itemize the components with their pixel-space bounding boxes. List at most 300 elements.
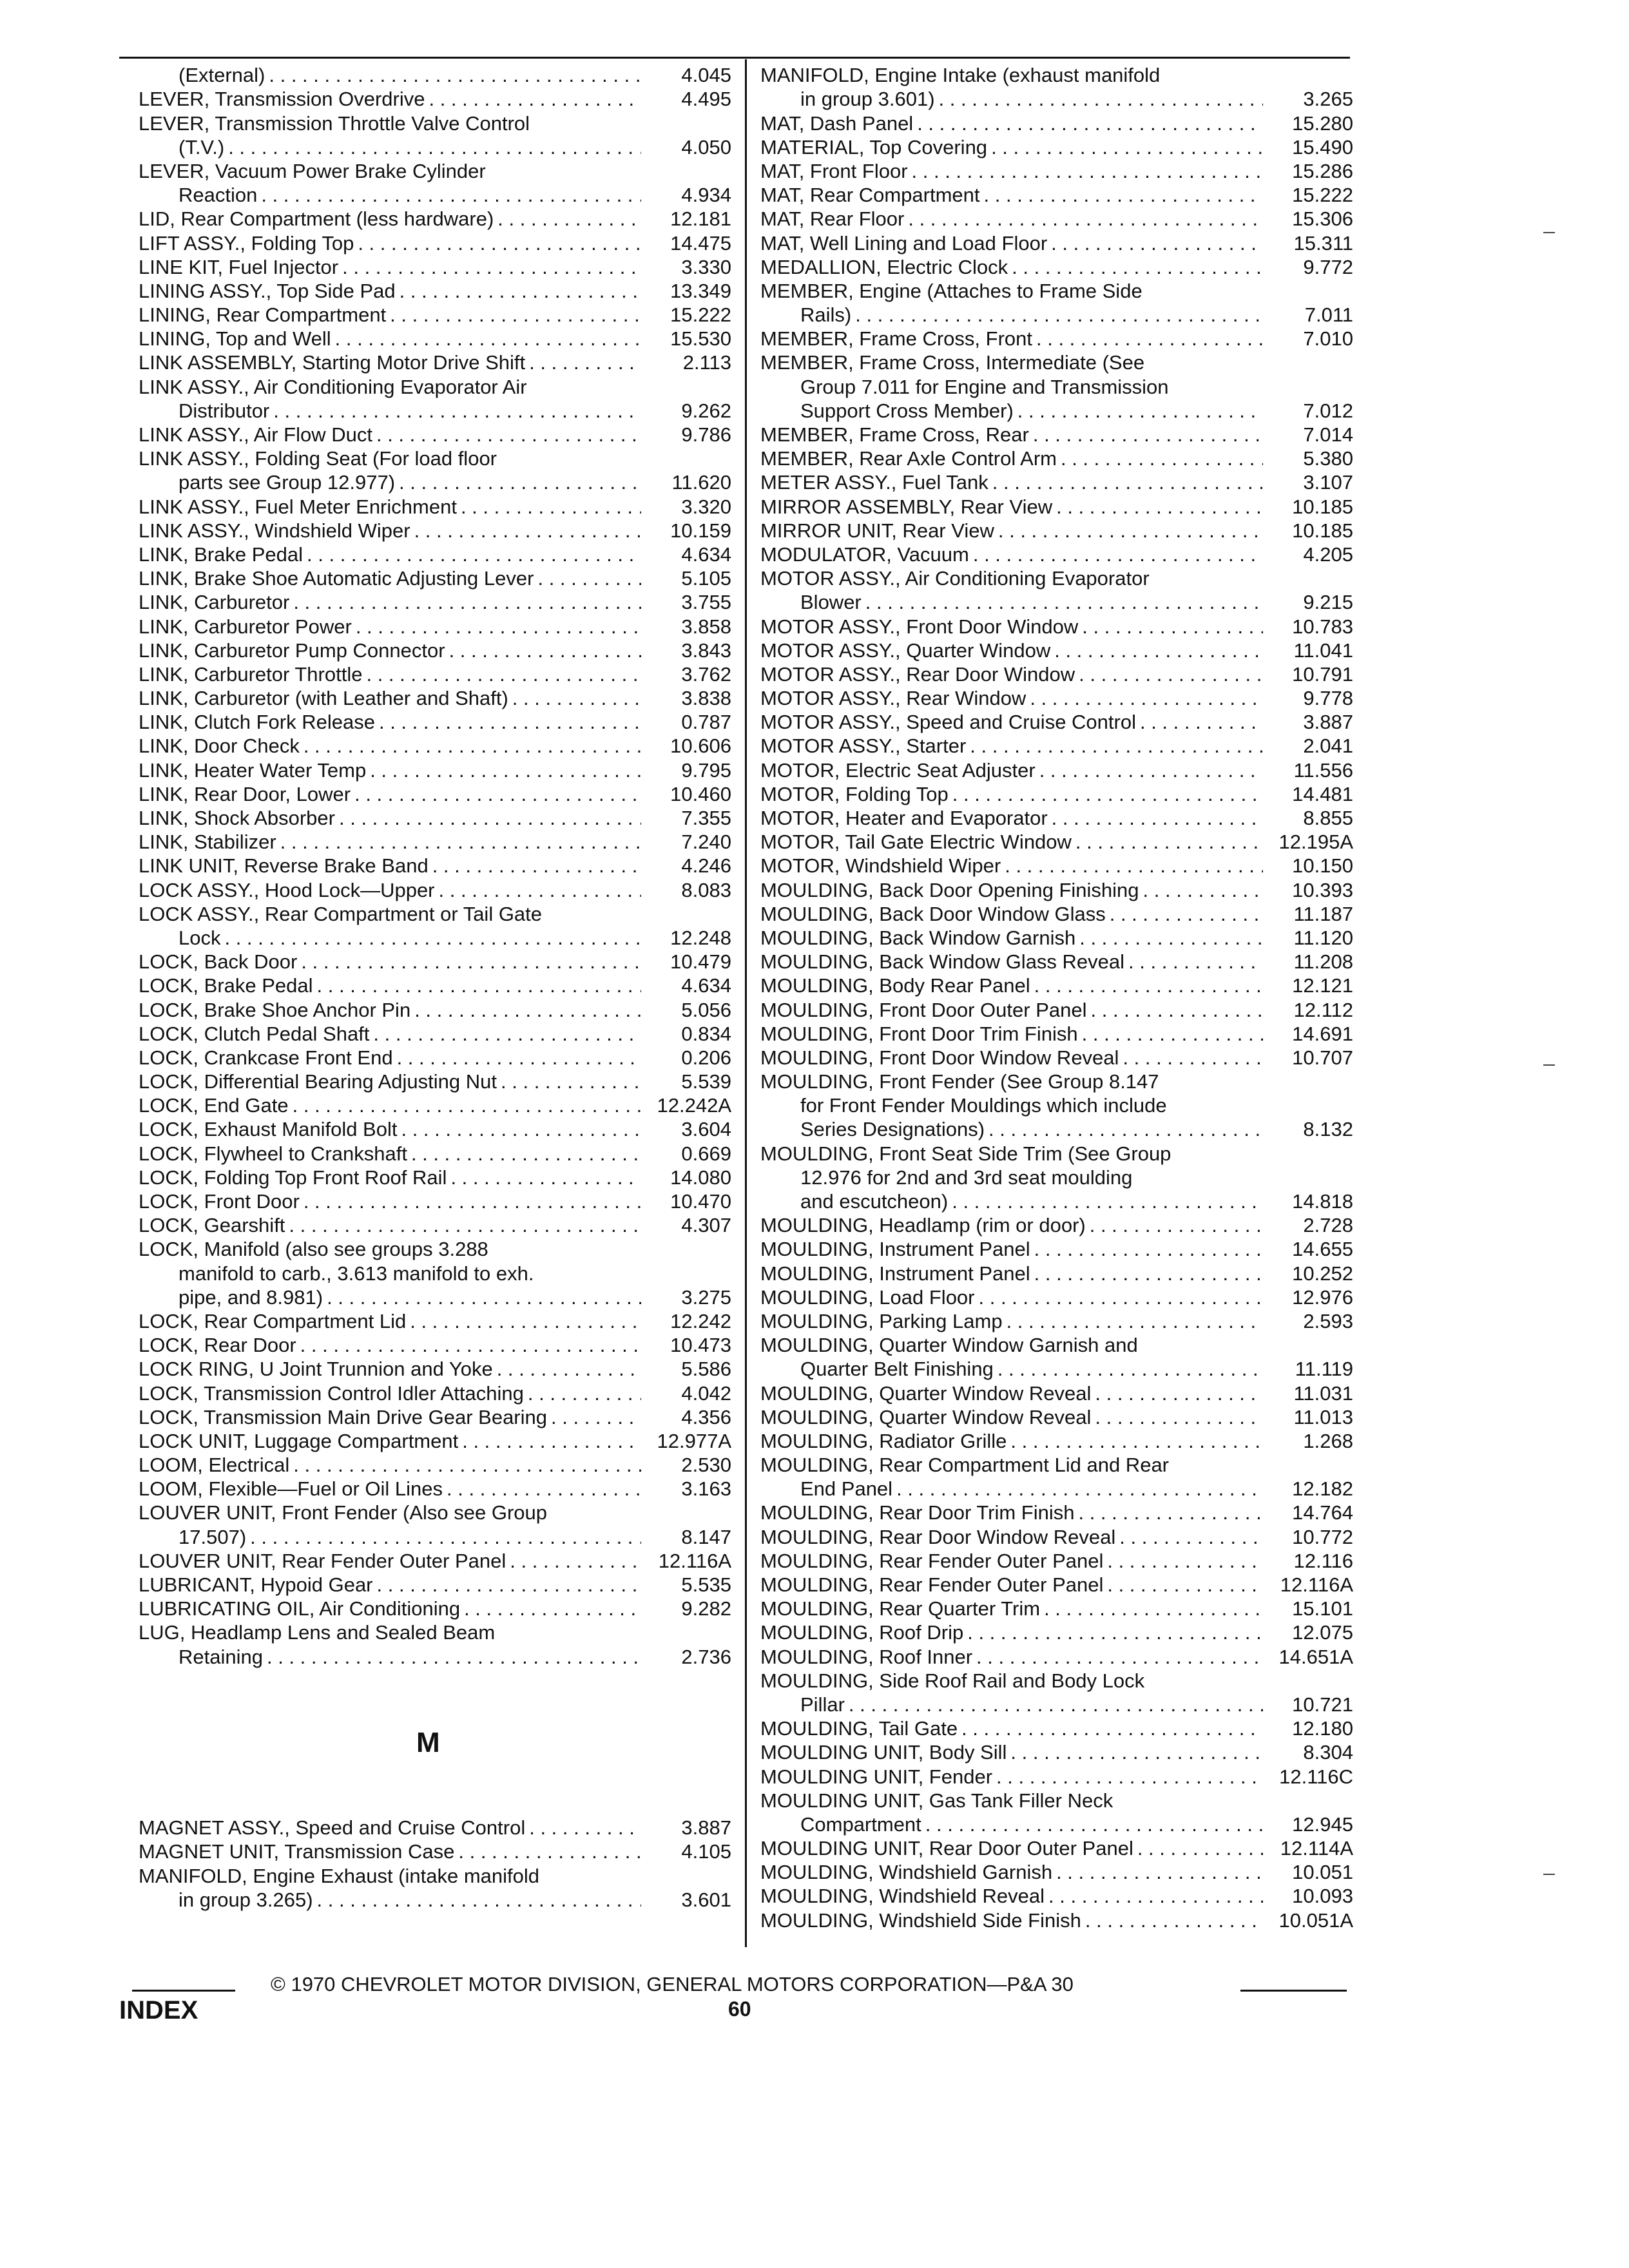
leader-dots	[285, 1213, 641, 1237]
index-entry-text: LINK, Heater Water Temp	[139, 758, 367, 782]
index-entry	[760, 830, 1353, 854]
index-entry-text: LOCK, Rear Door	[139, 1334, 296, 1357]
index-entry-text: LOOM, Flexible—Fuel or Oil Lines	[139, 1477, 443, 1501]
index-entry	[139, 1863, 731, 1887]
index-entry	[139, 1309, 731, 1333]
index-entry	[760, 1884, 1353, 1908]
leader-dots	[892, 1477, 1263, 1501]
index-entry	[139, 543, 731, 566]
index-entry-group-number: 15.311	[1293, 231, 1353, 255]
index-entry-text: MOULDING, Rear Fender Outer Panel	[760, 1549, 1104, 1572]
leader-dots	[980, 183, 1263, 207]
index-entry-group-number: 11.120	[1293, 926, 1353, 949]
index-entry-text: MAT, Dash Panel	[760, 111, 914, 135]
leader-dots	[1072, 830, 1263, 854]
leader-dots	[351, 782, 641, 806]
leader-dots	[948, 1189, 1263, 1213]
index-entry-group-number: 10.783	[1292, 615, 1353, 638]
index-entry-group-number: 8.855	[1303, 807, 1353, 829]
index-entry-text: MOULDING UNIT, Body Sill	[760, 1741, 1007, 1764]
index-entry	[760, 1908, 1353, 1932]
index-entry-text: MOULDING, Back Door Opening Finishing	[760, 878, 1139, 901]
index-entry-text: MOULDING, Rear Door Trim Finish	[760, 1501, 1075, 1524]
index-entry-text: in group 3.265)	[178, 1888, 313, 1911]
index-entry-text: Rails)	[800, 303, 852, 327]
index-entry-text: (External)	[178, 64, 265, 87]
leader-dots	[1106, 902, 1263, 926]
index-entry-text: Distributor	[178, 399, 270, 422]
index-entry-group-number: 3.320	[681, 495, 731, 518]
index-entry-group-number: 9.795	[681, 758, 731, 782]
index-entry	[139, 207, 731, 231]
index-entry-text: MEMBER, Frame Cross, Intermediate (See	[760, 351, 1145, 374]
index-entry-text: MOULDING, Roof Drip	[760, 1621, 964, 1644]
index-entry-group-number: 9.772	[1303, 255, 1353, 278]
index-entry-group-number: 15.286	[1292, 159, 1353, 182]
index-entry-text: MOULDING, Windshield Side Finish	[760, 1908, 1081, 1932]
leader-dots	[494, 207, 641, 231]
index-entry	[760, 1644, 1353, 1668]
index-entry-group-number: 4.050	[681, 135, 731, 159]
index-entry-text: LINK, Door Check	[139, 735, 300, 758]
leader-dots	[1003, 1309, 1263, 1333]
index-entry	[760, 1716, 1353, 1740]
index-entry	[760, 974, 1353, 997]
index-entry-group-number: 10.093	[1292, 1885, 1353, 1908]
index-entry-group-number: 12.976	[1292, 1285, 1353, 1309]
index-entry-text: Reaction	[178, 184, 258, 207]
index-entry-group-number: 12.248	[670, 926, 731, 949]
footer-page-number: 60	[728, 1997, 751, 2021]
index-entry-text: 12.976 for 2nd and 3rd seat moulding	[800, 1166, 1133, 1189]
index-entry-text: LINK ASSY., Folding Seat (For load floor	[139, 447, 497, 470]
index-entry	[139, 1141, 731, 1165]
index-entry	[760, 447, 1353, 470]
index-entry-group-number: 12.121	[1292, 974, 1353, 997]
leader-dots	[257, 183, 641, 207]
index-entry-text: LID, Rear Compartment (less hardware)	[139, 207, 494, 231]
index-entry-text: MOULDING, Load Floor	[760, 1285, 975, 1309]
index-entry-text: LINK ASSY., Windshield Wiper	[139, 519, 410, 542]
leader-dots	[1078, 1022, 1263, 1046]
index-entry-group-number: 5.539	[681, 1070, 731, 1093]
index-entry-text: MOULDING, Instrument Panel	[760, 1238, 1030, 1261]
index-entry-group-number: 14.655	[1292, 1238, 1353, 1261]
index-entry	[760, 1237, 1353, 1261]
leader-dots	[410, 998, 641, 1022]
leader-dots	[443, 1477, 641, 1501]
index-entry-group-number: 4.205	[1303, 543, 1353, 566]
index-entry-text: MOULDING, Windshield Garnish	[760, 1861, 1053, 1884]
index-entry	[139, 590, 731, 614]
index-entry	[760, 1620, 1353, 1644]
index-entry-group-number: 8.083	[681, 878, 731, 901]
index-entry	[139, 1381, 731, 1405]
index-entry-text: LUG, Headlamp Lens and Sealed Beam	[139, 1621, 496, 1644]
index-entry-text: MANIFOLD, Engine Intake (exhaust manifold	[760, 64, 1161, 87]
index-entry-group-number: 7.010	[1303, 327, 1353, 351]
leader-dots	[373, 1573, 641, 1597]
index-entry	[139, 1477, 731, 1501]
index-entry-group-number: 10.707	[1292, 1046, 1353, 1069]
index-entry-text: LOCK, Gearshift	[139, 1214, 285, 1237]
leader-dots	[396, 279, 641, 303]
leader-dots	[1052, 1860, 1263, 1884]
index-entry-text: LINK, Carburetor Power	[139, 615, 352, 638]
index-entry	[139, 1189, 731, 1213]
index-entry-text: MEMBER, Rear Axle Control Arm	[760, 447, 1057, 470]
leader-dots	[1045, 1884, 1263, 1908]
leader-dots	[966, 734, 1263, 758]
leader-dots	[457, 495, 641, 519]
index-entry-text: LOCK, Folding Top Front Roof Rail	[139, 1166, 447, 1189]
leader-dots	[1036, 758, 1263, 782]
index-entry-text: LOOM, Electrical	[139, 1454, 290, 1477]
index-entry	[760, 639, 1353, 662]
index-entry-text: MOULDING, Headlamp (rim or door)	[760, 1214, 1086, 1237]
index-entry	[760, 1213, 1353, 1237]
index-entry-text: LINK ASSEMBLY, Starting Motor Drive Shift	[139, 351, 526, 374]
index-entry	[139, 686, 731, 710]
index-entry-group-number: 2.113	[682, 351, 731, 374]
index-entry	[139, 1261, 731, 1285]
leader-dots	[1133, 1836, 1263, 1860]
index-entry-text: LOCK, Front Door	[139, 1190, 300, 1213]
index-entry	[139, 1840, 731, 1863]
index-entry-group-number: 12.116A	[1280, 1573, 1353, 1596]
index-entry	[760, 1764, 1353, 1788]
index-entry	[760, 590, 1353, 614]
leader-dots	[921, 1812, 1263, 1836]
index-entry	[760, 710, 1353, 734]
index-entry-text: MOULDING, Front Seat Side Trim (See Group	[760, 1142, 1171, 1165]
index-entry	[760, 470, 1353, 494]
index-entry	[139, 1237, 731, 1261]
leader-dots	[429, 854, 641, 878]
index-entry	[139, 566, 731, 590]
index-entry	[760, 111, 1353, 135]
leader-dots	[1075, 926, 1263, 950]
index-entry	[760, 782, 1353, 806]
footer-index-label: INDEX	[119, 1996, 198, 2024]
leader-dots	[992, 1765, 1263, 1789]
index-entry-group-number: 15.222	[670, 303, 731, 327]
footer-rule-left	[132, 1990, 235, 1992]
leader-dots	[1040, 1597, 1263, 1620]
index-entry-text: LOCK RING, U Joint Trunnion and Yoke	[139, 1358, 493, 1381]
index-entry	[139, 1573, 731, 1597]
index-entry	[139, 830, 731, 854]
index-entry-text: Retaining	[178, 1645, 263, 1668]
margin-mark	[1543, 1064, 1555, 1066]
leader-dots	[313, 974, 641, 997]
index-entry-text: LINK, Rear Door, Lower	[139, 782, 351, 805]
index-entry	[139, 303, 731, 327]
leader-dots	[1030, 1262, 1263, 1285]
leader-dots	[1030, 1237, 1263, 1261]
index-entry-group-number: 15.101	[1292, 1597, 1353, 1620]
index-entry-group-number: 5.105	[681, 567, 731, 590]
index-entry-text: MOULDING, Rear Fender Outer Panel	[760, 1573, 1104, 1596]
leader-dots	[987, 135, 1263, 159]
margin-mark	[1543, 1874, 1555, 1875]
leader-dots	[386, 303, 641, 327]
index-entry	[139, 1816, 731, 1840]
leader-dots	[1026, 686, 1263, 710]
index-entry-text: Lock	[178, 926, 221, 949]
leader-dots	[1086, 1213, 1263, 1237]
leader-dots	[1057, 447, 1263, 470]
index-entry-group-number: 10.470	[670, 1190, 731, 1213]
index-entry-group-number: 12.945	[1292, 1812, 1353, 1836]
index-entry-text: Series Designations)	[800, 1118, 985, 1141]
index-entry	[760, 1860, 1353, 1884]
leader-dots	[958, 1716, 1263, 1740]
index-entry-text: LINING, Rear Compartment	[139, 303, 387, 327]
top-rule	[119, 57, 1350, 59]
index-entry	[760, 1573, 1353, 1597]
index-entry	[760, 758, 1353, 782]
leader-dots	[425, 87, 641, 111]
leader-dots	[296, 1333, 641, 1357]
leader-dots	[969, 543, 1263, 566]
index-entry-group-number: 5.056	[681, 998, 731, 1021]
index-entry	[760, 135, 1353, 159]
index-entry-group-number: 14.651A	[1278, 1645, 1353, 1668]
index-entry-group-number: 2.530	[681, 1454, 731, 1477]
index-entry-text: LINK, Carburetor (with Leather and Shaft)	[139, 687, 508, 710]
index-entry-group-number: 0.206	[681, 1046, 731, 1069]
leader-dots	[985, 1117, 1263, 1141]
index-entry-text: Blower	[800, 591, 862, 614]
index-entry-group-number: 4.307	[681, 1214, 731, 1237]
index-entry	[139, 159, 731, 183]
index-entry-group-number: 9.786	[681, 423, 731, 446]
index-entry-text: MEMBER, Engine (Attaches to Frame Side	[760, 279, 1142, 302]
index-entry	[760, 1836, 1353, 1860]
leader-dots	[393, 1046, 641, 1070]
index-entry-text: LINK, Carburetor	[139, 591, 290, 614]
index-entry	[760, 854, 1353, 878]
index-entry-group-number: 1.268	[1303, 1429, 1353, 1452]
leader-dots	[1047, 231, 1263, 255]
index-entry-text: LINK, Stabilizer	[139, 831, 276, 854]
leader-dots	[935, 87, 1263, 111]
leader-dots	[445, 639, 641, 662]
index-entry-group-number: 3.601	[681, 1888, 731, 1911]
leader-dots	[276, 830, 641, 854]
index-entry-group-number: 4.934	[681, 184, 731, 207]
index-entry	[760, 1093, 1353, 1117]
leader-dots	[525, 1816, 641, 1840]
index-entry-text: Compartment	[800, 1812, 921, 1836]
index-entry	[760, 1381, 1353, 1405]
leader-dots	[1032, 327, 1263, 351]
index-entry	[139, 662, 731, 686]
index-entry	[760, 1070, 1353, 1093]
index-entry-group-number: 2.728	[1303, 1214, 1353, 1237]
index-entry-group-number: 3.265	[1303, 88, 1353, 111]
index-entry	[139, 710, 731, 734]
index-entry	[760, 207, 1353, 231]
leader-dots	[994, 519, 1263, 543]
index-entry-group-number: 7.011	[1304, 303, 1353, 327]
index-entry	[760, 1429, 1353, 1453]
leader-dots	[988, 470, 1263, 494]
index-entry-text: LOUVER UNIT, Front Fender (Also see Group	[139, 1501, 548, 1524]
index-entry-text: LEVER, Transmission Throttle Valve Control	[139, 111, 530, 135]
index-entry	[760, 1405, 1353, 1429]
index-entry-text: for Front Fender Mouldings which include	[800, 1094, 1167, 1117]
index-entry	[760, 519, 1353, 543]
leader-dots	[1050, 639, 1263, 662]
leader-dots	[224, 135, 641, 159]
index-entry-text: Group 7.011 for Engine and Transmission	[800, 375, 1169, 398]
index-entry	[760, 63, 1353, 87]
index-entry-group-number: 15.306	[1292, 207, 1353, 231]
index-entry-text: MOULDING, Body Rear Panel	[760, 974, 1030, 997]
index-entry-group-number: 12.112	[1293, 998, 1353, 1021]
index-entry	[139, 1549, 731, 1573]
index-entry-group-number: 8.304	[1303, 1741, 1353, 1764]
index-entry-text: MOULDING UNIT, Rear Door Outer Panel	[760, 1837, 1133, 1860]
index-entry	[139, 1429, 731, 1453]
index-entry-text: LOCK, Rear Compartment Lid	[139, 1309, 407, 1332]
index-entry-group-number: 10.791	[1292, 662, 1353, 686]
index-entry	[139, 351, 731, 374]
index-entry-group-number: 14.818	[1292, 1190, 1353, 1213]
index-entry-text: MAT, Front Floor	[760, 159, 908, 182]
index-entry	[760, 1740, 1353, 1764]
index-entry-text: MOTOR ASSY., Rear Window	[760, 687, 1027, 710]
index-entry	[139, 878, 731, 901]
index-entry-group-number: 4.356	[681, 1405, 731, 1428]
index-entry-group-number: 12.180	[1292, 1717, 1353, 1740]
index-entry-group-number: 7.355	[681, 807, 731, 829]
index-entry-text: MOULDING, Back Window Glass Reveal	[760, 950, 1125, 974]
index-entry-text: LINK ASSY., Fuel Meter Enrichment	[139, 495, 457, 518]
index-entry-group-number: 11.208	[1293, 950, 1353, 974]
index-entry-group-number: 12.114A	[1280, 1837, 1353, 1860]
index-entry-group-number: 12.195A	[1278, 831, 1353, 854]
leader-dots	[289, 590, 641, 614]
index-entry-text: LOCK, Transmission Control Idler Attaching	[139, 1381, 524, 1405]
index-entry-text: 17.507)	[178, 1525, 247, 1548]
leader-dots	[913, 111, 1263, 135]
leader-dots	[407, 1142, 641, 1166]
index-entry-group-number: 4.246	[681, 854, 731, 878]
index-entry	[139, 279, 731, 303]
index-entry	[139, 1888, 731, 1912]
m-section-entries	[139, 1816, 731, 1912]
leader-dots	[534, 566, 641, 590]
index-entry-text: MOULDING, Front Door Window Reveal	[760, 1046, 1119, 1069]
index-entry-group-number: 3.762	[681, 662, 731, 686]
index-entry-group-number: 10.606	[670, 735, 731, 758]
index-entry-text: LOCK, Back Door	[139, 950, 298, 974]
index-entry-text: LINK, Shock Absorber	[139, 807, 335, 829]
index-entry-group-number: 3.838	[681, 687, 731, 710]
index-entry-group-number: 12.977A	[657, 1429, 731, 1452]
index-entry	[760, 1453, 1353, 1477]
index-entry-text: parts see Group 12.977)	[178, 471, 396, 494]
leader-dots	[972, 1645, 1263, 1669]
index-entry-text: MOTOR, Folding Top	[760, 782, 949, 805]
leader-dots	[331, 327, 641, 351]
index-entry	[139, 1620, 731, 1644]
index-entry-group-number: 3.163	[681, 1477, 731, 1501]
index-entry-text: manifold to carb., 3.613 manifold to exh.	[178, 1262, 534, 1285]
index-entry	[139, 782, 731, 806]
index-entry-group-number: 7.240	[681, 831, 731, 854]
leader-dots	[220, 926, 641, 950]
index-entry-group-number: 10.159	[670, 519, 731, 542]
index-entry-group-number: 3.107	[1303, 471, 1353, 494]
leader-dots	[862, 590, 1263, 614]
index-entry-text: MOTOR, Electric Seat Adjuster	[760, 758, 1036, 782]
leader-dots	[547, 1405, 641, 1429]
index-entry	[139, 902, 731, 926]
leader-dots	[1139, 878, 1263, 902]
index-entry	[139, 1046, 731, 1070]
index-entry-group-number: 3.843	[681, 639, 731, 662]
index-entry-text: MOULDING, Tail Gate	[760, 1717, 958, 1740]
index-entry	[760, 734, 1353, 758]
index-entry-text: LOCK ASSY., Hood Lock—Upper	[139, 878, 435, 901]
index-entry-text: LOCK UNIT, Luggage Compartment	[139, 1429, 459, 1452]
index-entry	[139, 494, 731, 518]
index-entry	[139, 1070, 731, 1093]
index-entry	[139, 1357, 731, 1381]
index-entry	[760, 614, 1353, 638]
leader-dots	[845, 1693, 1263, 1716]
leader-dots	[1014, 399, 1263, 423]
index-entry	[760, 1597, 1353, 1620]
leader-dots	[335, 806, 641, 830]
leader-dots	[263, 1645, 641, 1669]
index-entry	[760, 1285, 1353, 1309]
section-letter-m: M	[416, 1727, 440, 1758]
index-entry-text: MOULDING, Rear Door Window Reveal	[760, 1525, 1116, 1548]
index-entry	[139, 997, 731, 1021]
index-entry	[139, 1117, 731, 1141]
index-entry	[139, 1022, 731, 1046]
index-entry	[760, 543, 1353, 566]
index-entry-group-number: 10.051	[1292, 1861, 1353, 1884]
index-entry	[760, 303, 1353, 327]
index-entry-group-number: 4.045	[681, 64, 731, 87]
index-entry	[139, 87, 731, 111]
index-entry-group-number: 14.080	[670, 1166, 731, 1189]
index-entry-group-number: 13.349	[670, 279, 731, 302]
index-entry-group-number: 3.755	[681, 591, 731, 614]
index-entry-group-number: 5.380	[1303, 447, 1353, 470]
left-index-column	[139, 63, 731, 1669]
index-entry-text: MOTOR, Windshield Wiper	[760, 854, 1001, 878]
index-entry-text: in group 3.601)	[800, 88, 935, 111]
index-entry	[139, 231, 731, 255]
leader-dots	[323, 1285, 641, 1309]
index-entry-text: LOUVER UNIT, Rear Fender Outer Panel	[139, 1549, 506, 1572]
index-entry-text: and escutcheon)	[800, 1190, 949, 1213]
leader-dots	[366, 758, 641, 782]
index-entry-text: LOCK, Transmission Main Drive Gear Bearing	[139, 1405, 548, 1428]
index-entry-group-number: 5.535	[681, 1573, 731, 1596]
index-entry-text: MAT, Rear Floor	[760, 207, 905, 231]
index-entry-group-number: 2.736	[681, 1645, 731, 1668]
index-entry-text: Support Cross Member)	[800, 399, 1014, 422]
index-entry-text: MOULDING, Instrument Panel	[760, 1262, 1030, 1285]
